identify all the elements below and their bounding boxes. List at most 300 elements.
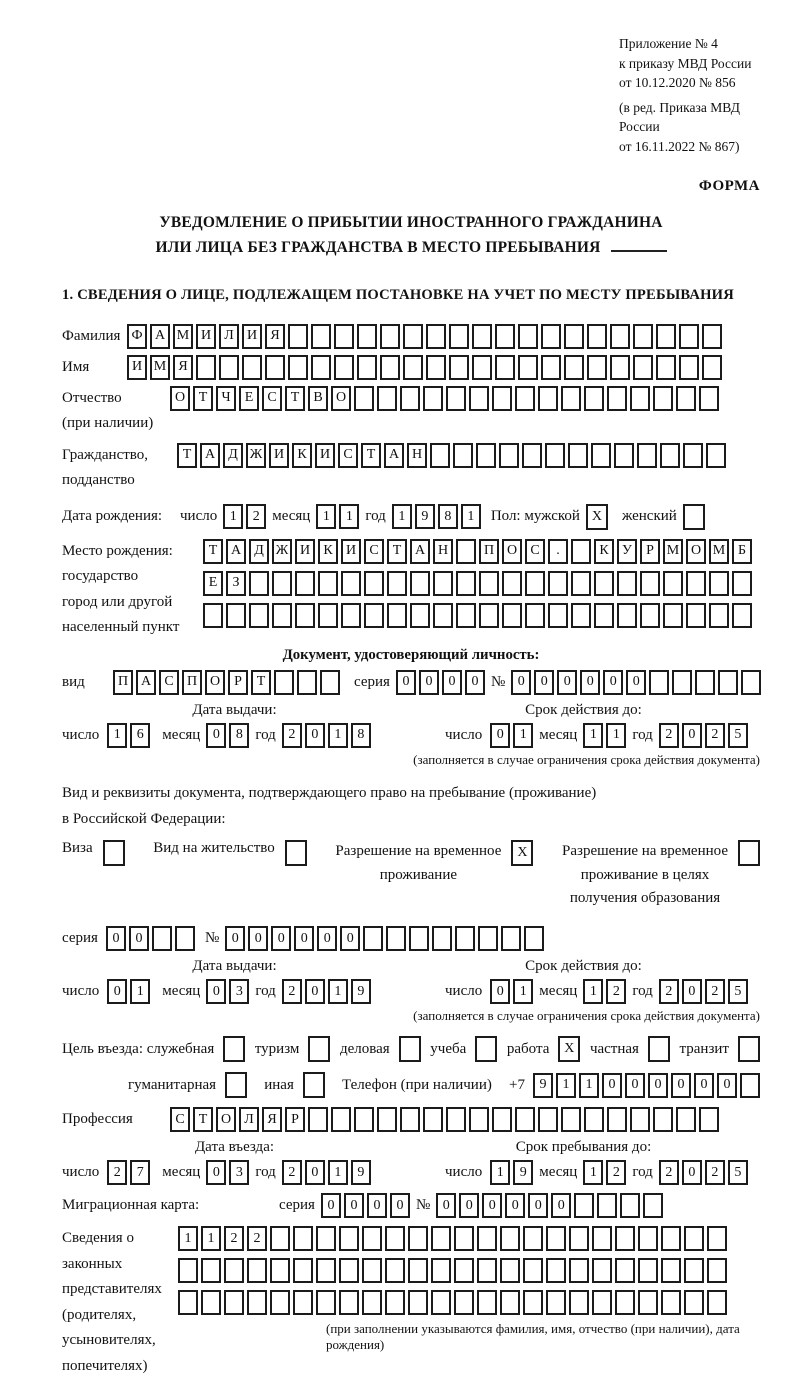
char-box bbox=[661, 1226, 681, 1251]
char-box: 6 bbox=[130, 723, 150, 748]
char-box bbox=[297, 670, 317, 695]
char-box: 5 bbox=[728, 979, 748, 1004]
char-box bbox=[423, 386, 443, 411]
char-box bbox=[522, 443, 542, 468]
char-box: Т bbox=[251, 670, 271, 695]
char-box: П bbox=[182, 670, 202, 695]
char-box bbox=[684, 1258, 704, 1283]
char-box: О bbox=[502, 539, 522, 564]
rvp-validity-note: (заполняется в случае ограничения срока действия документа) bbox=[413, 1008, 760, 1024]
char-box: 8 bbox=[229, 723, 249, 748]
doc-issue-date-group bbox=[62, 723, 445, 748]
rvp-issue-month-cells bbox=[206, 979, 249, 1004]
char-box bbox=[686, 603, 706, 628]
char-box bbox=[308, 1107, 328, 1132]
char-box: Я bbox=[262, 1107, 282, 1132]
char-box: 0 bbox=[694, 1073, 714, 1098]
char-box bbox=[385, 1226, 405, 1251]
doc-issue-heading: Дата выдачи: bbox=[192, 701, 277, 718]
char-box: 0 bbox=[459, 1193, 479, 1218]
doc-issue-day-label: число bbox=[62, 726, 100, 743]
purpose-study-checkbox bbox=[475, 1036, 497, 1062]
citizenship-label-1: Гражданство, bbox=[62, 446, 149, 463]
char-box: 0 bbox=[225, 926, 245, 951]
char-box bbox=[385, 1290, 405, 1315]
char-box: М bbox=[150, 355, 170, 380]
char-box: 0 bbox=[551, 1193, 571, 1218]
char-box: 1 bbox=[490, 1160, 510, 1185]
sex-female-checkbox bbox=[683, 504, 705, 530]
birth-day-cells bbox=[223, 504, 266, 529]
char-box bbox=[617, 571, 637, 596]
migration-number-cells bbox=[436, 1193, 663, 1218]
char-box bbox=[201, 1290, 221, 1315]
purpose-row bbox=[62, 1036, 760, 1062]
birth-place-block bbox=[62, 539, 760, 641]
char-box bbox=[538, 386, 558, 411]
char-box bbox=[640, 571, 660, 596]
doc-valid-year-label: год bbox=[632, 726, 653, 743]
char-box bbox=[341, 571, 361, 596]
given-name-cells bbox=[127, 355, 722, 380]
char-box: 0 bbox=[206, 979, 226, 1004]
char-box bbox=[709, 603, 729, 628]
char-box bbox=[293, 1290, 313, 1315]
char-box bbox=[707, 1226, 727, 1251]
char-box: К bbox=[292, 443, 312, 468]
char-box: П bbox=[113, 670, 133, 695]
profession-row bbox=[62, 1107, 760, 1132]
char-box bbox=[339, 1290, 359, 1315]
char-box bbox=[495, 324, 515, 349]
char-box bbox=[362, 1226, 382, 1251]
temp-residence-edu-label-1: Разрешение на временное bbox=[562, 843, 728, 860]
char-box bbox=[500, 1226, 520, 1251]
representatives-cells-line1 bbox=[178, 1226, 760, 1251]
char-box bbox=[683, 443, 703, 468]
stay-year-cells bbox=[659, 1160, 748, 1185]
char-box: 5 bbox=[728, 723, 748, 748]
char-box bbox=[479, 603, 499, 628]
birth-month-label: месяц bbox=[272, 508, 311, 525]
char-box bbox=[676, 1107, 696, 1132]
char-box bbox=[446, 1107, 466, 1132]
purpose-humanitarian-label: гуманитарная bbox=[128, 1076, 217, 1093]
char-box: 0 bbox=[321, 1193, 341, 1218]
char-box: Т bbox=[193, 1107, 213, 1132]
rvp-issue-heading: Дата выдачи: bbox=[192, 958, 277, 975]
identity-doc-heading: Документ, удостоверяющий личность: bbox=[282, 646, 540, 663]
title-blank-underline bbox=[611, 249, 667, 252]
char-box: Я bbox=[265, 324, 285, 349]
char-box bbox=[541, 324, 561, 349]
char-box bbox=[561, 1107, 581, 1132]
visa-option bbox=[62, 840, 125, 866]
rvp-series-cells bbox=[106, 926, 195, 951]
char-box bbox=[387, 603, 407, 628]
temp-residence-checkbox: X bbox=[511, 840, 533, 866]
char-box: 0 bbox=[305, 979, 325, 1004]
rvp-valid-date-group bbox=[445, 979, 748, 1004]
char-box bbox=[316, 1290, 336, 1315]
char-box: 0 bbox=[305, 723, 325, 748]
char-box bbox=[295, 603, 315, 628]
char-box: 2 bbox=[224, 1226, 244, 1251]
char-box bbox=[614, 443, 634, 468]
doc-issue-month-label: месяц bbox=[162, 726, 201, 743]
doc-issue-month-cells bbox=[206, 723, 249, 748]
char-box: Т bbox=[387, 539, 407, 564]
form-label: ФОРМА bbox=[698, 178, 760, 195]
char-box bbox=[270, 1258, 290, 1283]
surname-row bbox=[62, 324, 760, 349]
char-box: 2 bbox=[659, 979, 679, 1004]
entry-day-cells bbox=[107, 1160, 150, 1185]
char-box bbox=[679, 355, 699, 380]
char-box bbox=[454, 1226, 474, 1251]
entry-year-cells bbox=[282, 1160, 371, 1185]
rvp-valid-year-label: год bbox=[632, 983, 653, 1000]
char-box bbox=[242, 355, 262, 380]
char-box bbox=[591, 443, 611, 468]
char-box: 2 bbox=[659, 1160, 679, 1185]
char-box: О bbox=[686, 539, 706, 564]
char-box bbox=[318, 571, 338, 596]
residence-doc-intro-line2: в Российской Федерации: bbox=[62, 811, 226, 828]
char-box: Ф bbox=[127, 324, 147, 349]
birth-place-label-block bbox=[62, 539, 203, 641]
migration-series-cells bbox=[321, 1193, 410, 1218]
char-box bbox=[546, 1258, 566, 1283]
entry-date-headers bbox=[62, 1139, 760, 1156]
representatives-note: (при заполнении указываются фамилия, имя, отчество (при наличии), дата рождения) bbox=[326, 1321, 740, 1353]
char-box bbox=[354, 1107, 374, 1132]
char-box bbox=[408, 1290, 428, 1315]
birth-place-label-2: государство bbox=[62, 568, 139, 585]
char-box: 2 bbox=[606, 979, 626, 1004]
rvp-valid-day-cells bbox=[490, 979, 533, 1004]
char-box: 0 bbox=[206, 723, 226, 748]
visa-label: Виза bbox=[62, 840, 93, 857]
char-box bbox=[318, 603, 338, 628]
char-box bbox=[523, 1258, 543, 1283]
char-box: С bbox=[338, 443, 358, 468]
entry-date-group bbox=[62, 1160, 445, 1185]
temp-residence-option bbox=[335, 840, 533, 887]
representatives-cells-block bbox=[178, 1226, 760, 1353]
char-box: 9 bbox=[513, 1160, 533, 1185]
char-box bbox=[203, 603, 223, 628]
char-box: В bbox=[308, 386, 328, 411]
stay-month-cells bbox=[583, 1160, 626, 1185]
char-box bbox=[311, 355, 331, 380]
residence-doc-intro bbox=[62, 780, 760, 833]
char-box bbox=[523, 1226, 543, 1251]
char-box bbox=[649, 670, 669, 695]
doc-valid-day-label: число bbox=[445, 726, 483, 743]
doc-issue-day-cells bbox=[107, 723, 150, 748]
char-box: Л bbox=[219, 324, 239, 349]
purpose-other-label: иная bbox=[264, 1076, 294, 1093]
char-box bbox=[676, 386, 696, 411]
migration-card-label: Миграционная карта: bbox=[62, 1197, 200, 1214]
stay-day-label: число bbox=[445, 1164, 483, 1181]
char-box: С bbox=[159, 670, 179, 695]
char-box bbox=[545, 443, 565, 468]
temp-residence-label-2: проживание bbox=[379, 866, 458, 883]
char-box bbox=[320, 670, 340, 695]
char-box: 0 bbox=[294, 926, 314, 951]
char-box: 0 bbox=[344, 1193, 364, 1218]
purpose-work bbox=[507, 1036, 581, 1062]
char-box bbox=[364, 571, 384, 596]
residence-options-row bbox=[62, 840, 760, 910]
char-box: 2 bbox=[246, 504, 266, 529]
char-box bbox=[518, 324, 538, 349]
char-box bbox=[455, 926, 475, 951]
citizenship-label-block bbox=[62, 443, 177, 494]
char-box: И bbox=[127, 355, 147, 380]
phone-prefix: +7 bbox=[509, 1076, 525, 1093]
char-box bbox=[741, 670, 761, 695]
char-box bbox=[502, 603, 522, 628]
purpose-other bbox=[264, 1072, 325, 1098]
char-box: 7 bbox=[130, 1160, 150, 1185]
char-box bbox=[610, 324, 630, 349]
char-box: Е bbox=[203, 571, 223, 596]
char-box: 1 bbox=[328, 1160, 348, 1185]
char-box bbox=[362, 1290, 382, 1315]
doc-number-label: № bbox=[490, 673, 506, 690]
representatives-cells-line2 bbox=[178, 1258, 760, 1283]
char-box bbox=[477, 1226, 497, 1251]
rvp-valid-heading: Срок действия до: bbox=[525, 958, 642, 975]
char-box: 0 bbox=[390, 1193, 410, 1218]
representatives-label-3: представителях bbox=[62, 1281, 162, 1298]
edition-line-1: (в ред. Приказа МВД России bbox=[619, 99, 740, 135]
migration-series-label: серия bbox=[279, 1197, 315, 1214]
patronymic-label: Отчество bbox=[62, 389, 122, 406]
char-box: 1 bbox=[556, 1073, 576, 1098]
representatives-label-6: попечителях) bbox=[62, 1357, 148, 1374]
char-box bbox=[249, 571, 269, 596]
title-line-2 bbox=[62, 236, 760, 261]
stay-year-label: год bbox=[632, 1164, 653, 1181]
char-box bbox=[672, 670, 692, 695]
char-box bbox=[377, 386, 397, 411]
patronymic-note: (при наличии) bbox=[62, 415, 154, 432]
char-box: 0 bbox=[107, 979, 127, 1004]
char-box: Н bbox=[433, 539, 453, 564]
char-box bbox=[564, 355, 584, 380]
char-box bbox=[638, 1226, 658, 1251]
migration-card-row bbox=[62, 1193, 760, 1218]
char-box bbox=[548, 571, 568, 596]
char-box bbox=[339, 1226, 359, 1251]
char-box bbox=[538, 1107, 558, 1132]
doc-date-headers bbox=[62, 702, 760, 719]
purpose-business bbox=[340, 1036, 421, 1062]
residence-permit-checkbox bbox=[285, 840, 307, 866]
char-box: С bbox=[525, 539, 545, 564]
char-box bbox=[620, 1193, 640, 1218]
representatives-block bbox=[62, 1226, 760, 1379]
char-box bbox=[569, 1226, 589, 1251]
char-box: Б bbox=[732, 539, 752, 564]
birth-date-label: Дата рождения: bbox=[62, 508, 163, 525]
char-box bbox=[568, 443, 588, 468]
char-box bbox=[449, 324, 469, 349]
char-box: 1 bbox=[316, 504, 336, 529]
rvp-number-cells bbox=[225, 926, 544, 951]
char-box bbox=[561, 386, 581, 411]
char-box: Е bbox=[239, 386, 259, 411]
char-box bbox=[362, 1258, 382, 1283]
char-box bbox=[426, 324, 446, 349]
char-box bbox=[584, 1107, 604, 1132]
char-box bbox=[247, 1290, 267, 1315]
birth-place-label-1: Место рождения: bbox=[62, 542, 173, 559]
purpose-business-label: деловая bbox=[339, 1040, 390, 1057]
char-box bbox=[316, 1226, 336, 1251]
char-box bbox=[638, 1290, 658, 1315]
char-box bbox=[699, 1107, 719, 1132]
rvp-number-label: № bbox=[204, 930, 220, 947]
representatives-label-2: законных bbox=[62, 1255, 123, 1272]
char-box: 0 bbox=[682, 1160, 702, 1185]
entry-month-cells bbox=[206, 1160, 249, 1185]
char-box bbox=[607, 386, 627, 411]
char-box: 1 bbox=[339, 504, 359, 529]
temp-residence-label bbox=[335, 840, 501, 887]
char-box bbox=[270, 1226, 290, 1251]
char-box bbox=[357, 355, 377, 380]
appendix-block bbox=[619, 34, 760, 156]
char-box: О bbox=[331, 386, 351, 411]
char-box bbox=[274, 670, 294, 695]
profession-cells bbox=[170, 1107, 719, 1132]
char-box: 0 bbox=[465, 670, 485, 695]
purpose-private-checkbox bbox=[648, 1036, 670, 1062]
patronymic-row bbox=[62, 386, 760, 437]
char-box: 8 bbox=[351, 723, 371, 748]
char-box bbox=[272, 571, 292, 596]
char-box: 0 bbox=[648, 1073, 668, 1098]
purpose-study-label: учеба bbox=[430, 1040, 467, 1057]
char-box bbox=[431, 1258, 451, 1283]
rvp-dates-row bbox=[62, 979, 760, 1004]
char-box: 1 bbox=[328, 723, 348, 748]
birth-place-label-3: город или другой bbox=[62, 593, 173, 610]
char-box: 2 bbox=[282, 1160, 302, 1185]
rvp-issue-year-label: год bbox=[255, 983, 276, 1000]
char-box: А bbox=[226, 539, 246, 564]
residence-doc-intro-line1: Вид и реквизиты документа, подтверждающего право на пребывание (проживание) bbox=[62, 784, 597, 801]
char-box: 1 bbox=[583, 723, 603, 748]
char-box bbox=[363, 926, 383, 951]
char-box bbox=[249, 603, 269, 628]
char-box: 0 bbox=[682, 979, 702, 1004]
doc-valid-year-cells bbox=[659, 723, 748, 748]
char-box: 0 bbox=[557, 670, 577, 695]
stay-month-label: месяц bbox=[539, 1164, 578, 1181]
char-box: М bbox=[173, 324, 193, 349]
birth-place-cells-line3 bbox=[203, 603, 752, 628]
char-box bbox=[456, 539, 476, 564]
char-box bbox=[638, 1258, 658, 1283]
char-box bbox=[594, 603, 614, 628]
citizenship-label-2: подданство bbox=[62, 472, 135, 489]
char-box: Ч bbox=[216, 386, 236, 411]
entry-day-label: число bbox=[62, 1164, 100, 1181]
char-box bbox=[478, 926, 498, 951]
char-box: 0 bbox=[717, 1073, 737, 1098]
doc-series-label: серия bbox=[354, 673, 390, 690]
entry-month-label: месяц bbox=[162, 1164, 201, 1181]
char-box bbox=[587, 355, 607, 380]
char-box bbox=[640, 603, 660, 628]
char-box bbox=[740, 1073, 760, 1098]
char-box: 2 bbox=[247, 1226, 267, 1251]
char-box: 1 bbox=[461, 504, 481, 529]
patronymic-cells bbox=[170, 386, 719, 411]
phone-label: Телефон (при наличии) bbox=[342, 1076, 492, 1093]
representatives-label-block bbox=[62, 1226, 178, 1379]
char-box bbox=[695, 670, 715, 695]
char-box bbox=[661, 1290, 681, 1315]
char-box bbox=[732, 571, 752, 596]
char-box bbox=[247, 1258, 267, 1283]
char-box: 0 bbox=[340, 926, 360, 951]
char-box: Р bbox=[285, 1107, 305, 1132]
temp-residence-edu-label-2: проживание в целях bbox=[580, 866, 710, 883]
char-box bbox=[175, 926, 195, 951]
char-box: Ж bbox=[246, 443, 266, 468]
char-box bbox=[295, 571, 315, 596]
doc-valid-date-group bbox=[445, 723, 748, 748]
char-box bbox=[571, 571, 591, 596]
char-box bbox=[718, 670, 738, 695]
residence-permit-option bbox=[153, 840, 306, 866]
char-box: 1 bbox=[201, 1226, 221, 1251]
char-box: 0 bbox=[671, 1073, 691, 1098]
rvp-valid-year-cells bbox=[659, 979, 748, 1004]
char-box: М bbox=[709, 539, 729, 564]
edition-line-2: от 16.11.2022 № 867) bbox=[619, 138, 740, 154]
char-box: Д bbox=[223, 443, 243, 468]
char-box bbox=[385, 1258, 405, 1283]
char-box bbox=[387, 571, 407, 596]
doc-valid-month-cells bbox=[583, 723, 626, 748]
char-box: 1 bbox=[130, 979, 150, 1004]
phone-group bbox=[509, 1073, 760, 1098]
char-box: И bbox=[315, 443, 335, 468]
char-box bbox=[633, 324, 653, 349]
doc-dates-row bbox=[62, 723, 760, 748]
char-box bbox=[431, 1290, 451, 1315]
char-box bbox=[431, 1226, 451, 1251]
patronymic-label-block bbox=[62, 386, 170, 437]
char-box: 8 bbox=[438, 504, 458, 529]
purpose-tourism bbox=[255, 1036, 331, 1062]
doc-validity-note: (заполняется в случае ограничения срока действия документа) bbox=[413, 751, 760, 767]
char-box: Ж bbox=[272, 539, 292, 564]
entry-year-label: год bbox=[255, 1164, 276, 1181]
char-box: А bbox=[410, 539, 430, 564]
char-box: 0 bbox=[271, 926, 291, 951]
surname-label: Фамилия bbox=[62, 327, 121, 344]
title-line-1: УВЕДОМЛЕНИЕ О ПРИБЫТИИ ИНОСТРАННОГО ГРАЖДАНИНА bbox=[159, 214, 663, 232]
